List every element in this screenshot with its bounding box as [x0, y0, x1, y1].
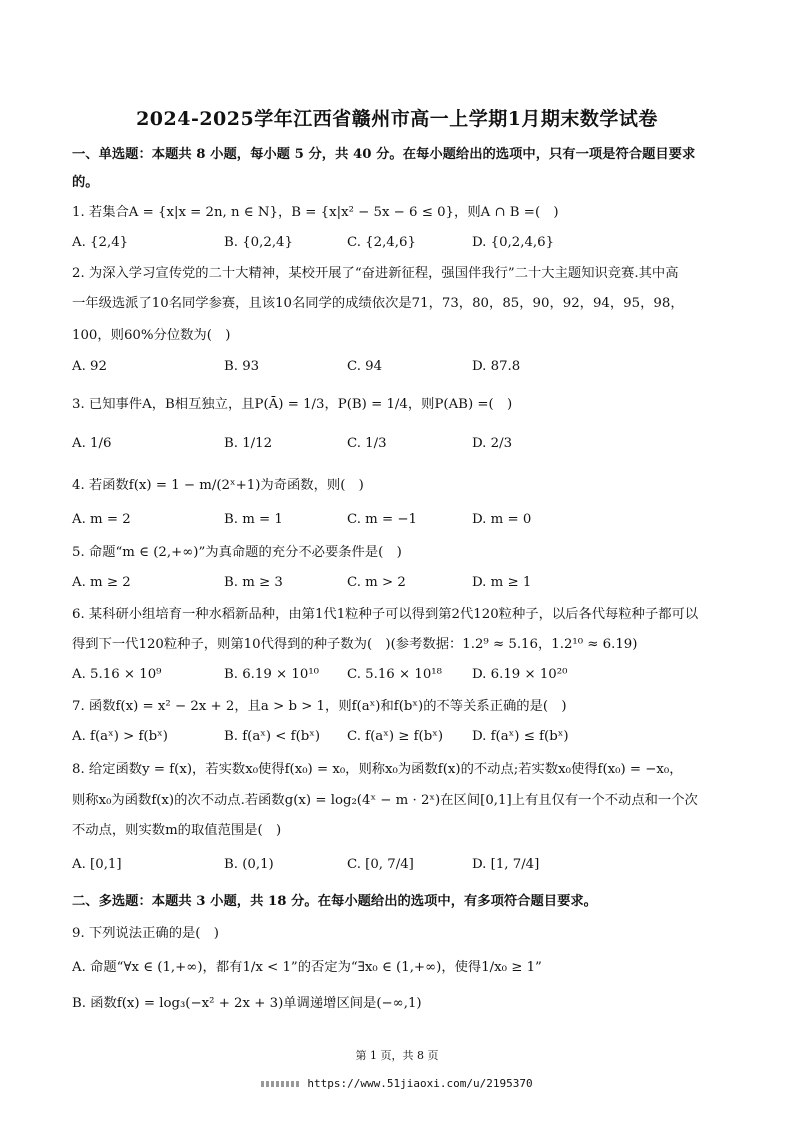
q9-option-a: A. 命题“∀x ∈ (1,+∞)，都有1/x < 1”的否定为“∃x₀ ∈ (1,+∞)，使得1/x₀ ≥ 1”	[72, 960, 542, 975]
watermark-url: https://www.51jiaoxi.com/u/2195370	[307, 1077, 533, 1090]
q7-option-d: D. f(aˣ) ≤ f(bˣ)	[472, 729, 569, 744]
q8-option-d: D. [1, 7/4]	[472, 857, 540, 872]
q6-options	[72, 667, 732, 691]
q3-options	[72, 436, 732, 460]
q2-option-a: A. 92	[72, 359, 107, 374]
q6-option-d: D. 6.19 × 10²⁰	[472, 667, 568, 682]
q4-option-d: D. m = 0	[472, 512, 532, 527]
q1-option-d: D. {0,2,4,6}	[472, 235, 555, 250]
q4-options	[72, 512, 732, 536]
q8-option-c: C. [0, 7/4]	[347, 857, 414, 872]
q1-stem: 1. 若集合A = {x|x = 2n, n ∈ N}，B = {x|x² − 5x − 6 ≤ 0}，则A ∩ B =( )	[72, 205, 559, 220]
q2-options	[72, 359, 732, 383]
q6-stem-line2: 得到下一代120粒种子，则第10代得到的种子数为( )(参考数据：1.2⁹ ≈ 5.16，1.2¹⁰ ≈ 6.19)	[72, 637, 638, 652]
q7-option-a: A. f(aˣ) > f(bˣ)	[72, 729, 168, 744]
q5-options	[72, 575, 732, 599]
q9-stem: 9. 下列说法正确的是( )	[72, 926, 219, 941]
q8-stem-line1: 8. 给定函数y = f(x)，若实数x₀使得f(x₀) = x₀，则称x₀为函数f(x)的不动点;若实数x₀使得f(x₀) = −x₀，	[72, 762, 683, 777]
q5-option-d: D. m ≥ 1	[472, 575, 532, 590]
q5-option-a: A. m ≥ 2	[72, 575, 131, 590]
q7-option-c: C. f(aˣ) ≥ f(bˣ)	[347, 729, 444, 744]
q7-stem: 7. 函数f(x) = x² − 2x + 2，且a > b > 1，则f(aˣ)和f(bˣ)的不等关系正确的是( )	[72, 699, 567, 714]
q9-option-b: B. 函数f(x) = log₃(−x² + 2x + 3)单调递增区间是(−∞,1)	[72, 996, 422, 1011]
q4-option-b: B. m = 1	[224, 512, 283, 527]
q1-option-b: B. {0,2,4}	[224, 235, 293, 250]
q1-option-a: A. {2,4}	[72, 235, 129, 250]
watermark-line	[0, 1077, 794, 1090]
q1-option-c: C. {2,4,6}	[347, 235, 416, 250]
page-footer: 第 1 页，共 8 页	[355, 1049, 439, 1062]
watermark-logo-icon	[261, 1081, 301, 1087]
q8-option-b: B. (0,1)	[224, 857, 274, 872]
exam-title: 2024-2025学年江西省赣州市高一上学期1月期末数学试卷	[136, 108, 658, 130]
q3-option-d: D. 2/3	[472, 436, 513, 451]
q8-option-a: A. [0,1]	[72, 857, 122, 872]
q4-stem: 4. 若函数f(x) = 1 − m/(2ˣ+1)为奇函数，则( )	[72, 478, 364, 493]
q2-option-b: B. 93	[224, 359, 260, 374]
q4-option-a: A. m = 2	[72, 512, 131, 527]
q2-stem-line1: 2. 为深入学习宣传党的二十大精神，某校开展了“奋进新征程，强国伴我行”二十大主题知识竞赛.其中高	[72, 266, 679, 281]
q1-options	[72, 235, 732, 259]
q8-stem-line2: 则称x₀为函数f(x)的次不动点.若函数g(x) = log₂(4ˣ − m · 2ˣ)在区间[0,1]上有且仅有一个不动点和一个次	[72, 793, 698, 808]
q7-options	[72, 729, 732, 753]
q2-stem-line3: 100，则60%分位数为( )	[72, 328, 231, 343]
q6-option-a: A. 5.16 × 10⁹	[72, 667, 162, 682]
q6-option-c: C. 5.16 × 10¹⁸	[347, 667, 442, 682]
q5-stem: 5. 命题“m ∈ (2,+∞)”为真命题的充分不必要条件是( )	[72, 545, 402, 560]
section2-heading: 二、多选题：本题共 3 小题，共 18 分。在每小题给出的选项中，有多项符合题目要求。	[72, 894, 597, 909]
section1-heading-line1: 一、单选题：本题共 8 小题，每小题 5 分，共 40 分。在每小题给出的选项中，只有一项是符合题目要求	[72, 147, 696, 162]
q8-options	[72, 857, 732, 881]
q2-option-c: C. 94	[347, 359, 383, 374]
q3-option-a: A. 1/6	[72, 436, 112, 451]
q3-option-b: B. 1/12	[224, 436, 273, 451]
q3-option-c: C. 1/3	[347, 436, 387, 451]
q2-option-d: D. 87.8	[472, 359, 521, 374]
q8-stem-line3: 不动点，则实数m的取值范围是( )	[72, 823, 282, 838]
q2-stem-line2: 一年级选派了10名同学参赛，且该10名同学的成绩依次是71，73，80，85，90，92，94，95，98，	[72, 296, 684, 311]
section1-heading-line2: 的。	[72, 175, 99, 190]
q4-option-c: C. m = −1	[347, 512, 417, 527]
q6-option-b: B. 6.19 × 10¹⁰	[224, 667, 320, 682]
q3-stem: 3. 已知事件A，B相互独立，且P(Ā) = 1/3，P(B) = 1/4，则P(AB) =( )	[72, 397, 513, 412]
q5-option-c: C. m > 2	[347, 575, 406, 590]
q6-stem-line1: 6. 某科研小组培育一种水稻新品种，由第1代1粒种子可以得到第2代120粒种子，以后各代每粒种子都可以	[72, 607, 699, 622]
q5-option-b: B. m ≥ 3	[224, 575, 283, 590]
q7-option-b: B. f(aˣ) < f(bˣ)	[224, 729, 321, 744]
